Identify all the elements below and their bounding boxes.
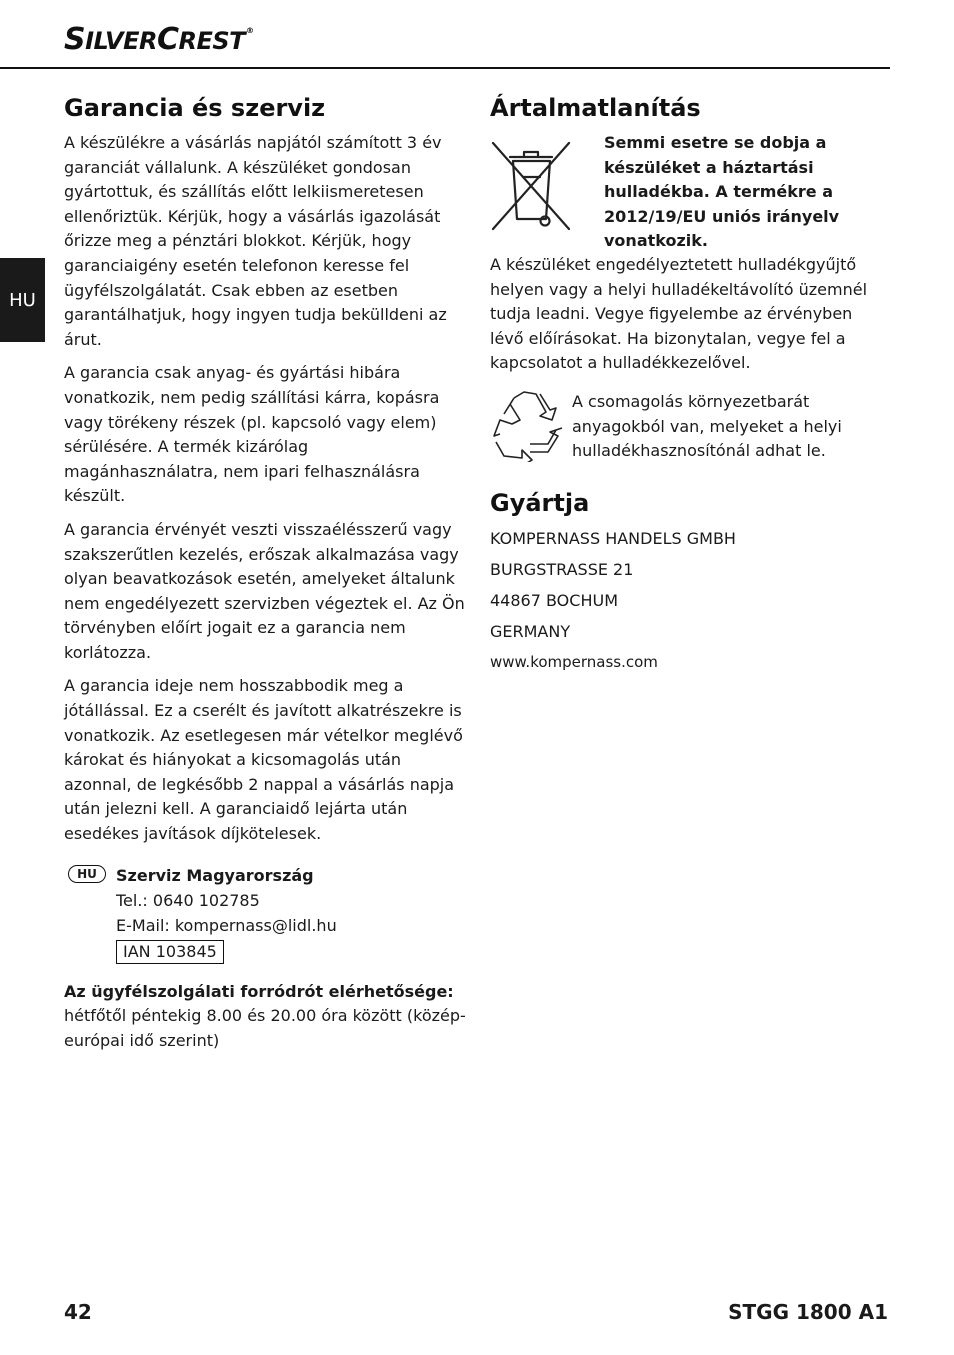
manufacturer-heading: Gyártja (490, 488, 590, 517)
header-rule (0, 67, 890, 69)
country-badge: HU (68, 865, 106, 883)
brand-letters-ilver: ILVER (85, 27, 157, 55)
brand-logo (64, 22, 254, 57)
weee-notice (490, 131, 886, 249)
model-number: STGG 1800 A1 (728, 1300, 888, 1324)
warranty-paragraph-1: A készülékre a vásárlás napjától számított 3 év garanciát vállalunk. A készüléket gondosan gyártottuk, és szállítás előtt lelkiismeretesen ellenőriztük. Kérjük, hogy a vásárlás igazolását őrizze meg a pénztári blokkot. Kérjük, hogy garanciaigény esetén telefonon keresse fel ügyfélszolgálatát. Csak ebben az esetben garantálhatjuk, hogy ingyen tudja bekülldeni az árut. (64, 133, 447, 349)
manufacturer-country: GERMANY (490, 621, 571, 641)
hotline-hours: hétfőtől péntekig 8.00 és 20.00 óra között (közép-európai idő szerint) (64, 1006, 466, 1050)
disposal-text: A készüléket engedélyeztetett hulladékgyűjtő helyen vagy a helyi hulladékeltávolító üzemnél tudja leadni. Vegye figyelembe az érvényben lévő előírásokat. Ha bizonytalan, vegye fel a kapcsolatot a hulladékkezelővel. (490, 255, 868, 373)
warranty-paragraph-3: A garancia érvényét veszti visszaélésszerű vagy szakszerűtlen kezelés, erőszak alkalmazása vagy olyan beavatkozások esetén, amelyeket általunk nem engedélyezett szervizben végeztek el. Az Ön törvényben előírt jogait ez a garancia nem korlátozza. (64, 519, 465, 662)
service-phone: Tel.: 0640 102785 (116, 890, 260, 910)
brand-letter-s: S (64, 22, 86, 57)
brand-letter-c: C (156, 22, 179, 57)
service-title: Szerviz Magyarország (116, 865, 314, 885)
manufacturer-company: KOMPERNASS HANDELS GMBH (490, 528, 736, 548)
warranty-column (64, 93, 466, 1053)
warranty-paragraph-4: A garancia ideje nem hosszabbodik meg a jótállással. Ez a cserélt és javított alkatrészekre is vonatkozik. Az esetlegesen már vételkor meglévő károkat és hiányokat a kicsomagolás után azonnal, de legkésőbb 2 nappal a vásárlás napja után jelezni kell. A garanciaidő lejárta után esedékes javítások díjkötelesek. (64, 676, 463, 844)
warranty-heading: Garancia és szerviz (64, 94, 326, 122)
hotline-title: Az ügyfélszolgálati forródrót elérhetősége: (64, 981, 454, 1001)
packaging-recycling-text: A csomagolás környezetbarát anyagokból van, melyeket a helyi hulladékhasznosítónál adhat le. (572, 391, 842, 461)
service-block (64, 863, 466, 964)
registered-mark: ® (246, 26, 254, 35)
brand-letters-rest: REST (178, 27, 246, 55)
language-tab: HU (0, 258, 45, 342)
hotline-block (64, 980, 466, 1054)
crossed-out-wheelie-bin-icon (490, 137, 572, 233)
ian-number: IAN 103845 (116, 940, 224, 964)
warranty-paragraph-2: A garancia csak anyag- és gyártási hibára vonatkozik, nem pedig szállítási kárra, kopásra vagy törékeny részek (pl. kapcsoló vagy elem) sérülésére. A termék kizárólag magánhasználatra, nem ipari felhasználásra készült. (64, 363, 440, 506)
page-number: 42 (64, 1300, 92, 1324)
manufacturer-city: 44867 BOCHUM (490, 590, 618, 610)
recycling-arrows-icon (490, 390, 564, 462)
manufacturer-street: BURGSTRASSE 21 (490, 559, 634, 579)
packaging-recycling-notice (490, 390, 886, 470)
disposal-heading: Ártalmatlanítás (490, 94, 701, 122)
manufacturer-website: www.kompernass.com (490, 652, 658, 671)
service-email: E-Mail: kompernass@lidl.hu (116, 915, 337, 935)
disposal-column (490, 93, 886, 681)
weee-warning-text: Semmi esetre se dobja a készüléket a háztartási hulladékba. A termékre a 2012/19/EU uniós irányelv vonatkozik. (604, 133, 840, 251)
